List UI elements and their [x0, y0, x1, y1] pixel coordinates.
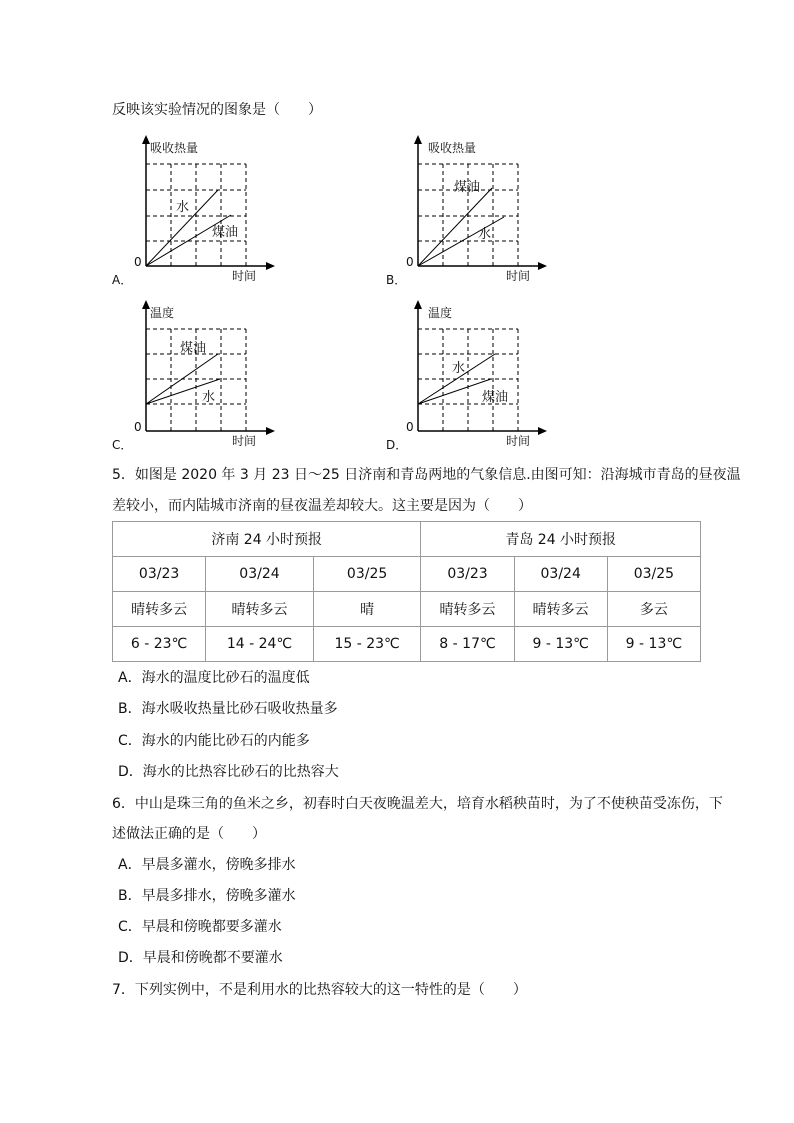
graph-a-xlabel: 时间 [232, 269, 257, 283]
graph-c-option-label: C． [112, 438, 133, 452]
table-header-row [113, 522, 701, 557]
graph-option-d[interactable] [382, 298, 572, 456]
table-header-jinan: 济南 24 小时预报 [113, 522, 421, 557]
table-row-weather [113, 592, 701, 627]
graph-d-option-label: D． [386, 438, 408, 452]
table-cell: 03/23 [113, 557, 206, 592]
graph-b-origin: 0 [406, 255, 414, 269]
table-cell: 03/24 [514, 557, 607, 592]
graph-d-ylabel: 温度 [428, 306, 453, 320]
graph-c-lower-line-label: 水 [202, 390, 216, 405]
table-cell: 03/23 [421, 557, 514, 592]
table-cell: 15 - 23℃ [313, 627, 421, 662]
graph-c-ylabel: 温度 [150, 306, 175, 320]
graph-c-upper-line-label: 煤油 [180, 341, 207, 356]
table-cell: 晴 [313, 592, 421, 627]
q5-stem-line-1: 5．如图是 2020 年 3 月 23 日～25 日济南和青岛两地的气象信息.由图可知：沿海城市青岛的昼夜温 [112, 467, 741, 483]
graph-d-lower-line-label: 煤油 [482, 390, 509, 405]
graph-b-upper-line-label: 煤油 [454, 180, 481, 195]
table-row-temps [113, 627, 701, 662]
table-cell: 晴转多云 [113, 592, 206, 627]
table-cell: 14 - 24℃ [206, 627, 314, 662]
weather-forecast-table [112, 521, 701, 662]
q7-stem-line-1: 7．下列实例中，不是利用水的比热容较大的这一特性的是（ ） [112, 982, 527, 998]
graph-d-xlabel: 时间 [506, 434, 531, 448]
q5-option-a[interactable]: A．海水的温度比砂石的温度低 [118, 670, 310, 686]
table-header-qingdao: 青岛 24 小时预报 [421, 522, 701, 557]
table-cell: 9 - 13℃ [607, 627, 700, 662]
graph-a-upper-line-label: 水 [176, 200, 190, 215]
table-cell: 晴转多云 [514, 592, 607, 627]
table-cell: 8 - 17℃ [421, 627, 514, 662]
q6-option-d[interactable]: D．早晨和傍晚都不要灌水 [118, 950, 283, 966]
graph-a-ylabel: 吸收热量 [150, 141, 199, 155]
graph-b-option-label: B． [386, 273, 407, 287]
table-row-dates [113, 557, 701, 592]
graph-b-xlabel: 时间 [506, 269, 531, 283]
graph-c-origin: 0 [134, 420, 142, 434]
graph-b-ylabel: 吸收热量 [428, 141, 477, 155]
graph-option-a[interactable] [108, 133, 298, 291]
table-cell: 03/25 [607, 557, 700, 592]
table-cell: 03/24 [206, 557, 314, 592]
q6-stem-line-1: 6．中山是珠三角的鱼米之乡，初春时白天夜晚温差大，培育水稻秧苗时，为了不使秧苗受冻伤，下 [112, 796, 723, 812]
graph-option-b[interactable] [382, 133, 572, 291]
q6-stem-line-2: 述做法正确的是（ ） [112, 826, 266, 842]
graph-c-xlabel: 时间 [232, 434, 257, 448]
graph-a-lower-line-label: 煤油 [212, 225, 239, 240]
graph-a-origin: 0 [134, 255, 142, 269]
graph-a-option-label: A． [112, 273, 133, 287]
graph-b-lower-line-label: 水 [478, 227, 492, 242]
graph-option-c[interactable] [108, 298, 298, 456]
q5-stem-line-2: 差较小，而内陆城市济南的昼夜温差却较大。这主要是因为（ ） [112, 498, 532, 514]
q6-option-c[interactable]: C．早晨和傍晚都要多灌水 [118, 919, 282, 935]
table-cell: 9 - 13℃ [514, 627, 607, 662]
graph-d-origin: 0 [406, 420, 414, 434]
q5-option-c[interactable]: C．海水的内能比砂石的内能多 [118, 733, 310, 749]
table-cell: 晴转多云 [421, 592, 514, 627]
q6-option-a[interactable]: A．早晨多灌水，傍晚多排水 [118, 857, 296, 873]
table-cell: 03/25 [313, 557, 421, 592]
q6-option-b[interactable]: B．早晨多排水，傍晚多灌水 [118, 888, 296, 904]
graph-d-upper-line-label: 水 [452, 361, 466, 376]
q5-option-b[interactable]: B．海水吸收热量比砂石吸收热量多 [118, 701, 338, 717]
intro-text: 反映该实验情况的图象是（ ） [112, 102, 322, 118]
q5-option-d[interactable]: D．海水的比热容比砂石的比热容大 [118, 764, 339, 780]
table-cell: 多云 [607, 592, 700, 627]
table-cell: 6 - 23℃ [113, 627, 206, 662]
table-cell: 晴转多云 [206, 592, 314, 627]
